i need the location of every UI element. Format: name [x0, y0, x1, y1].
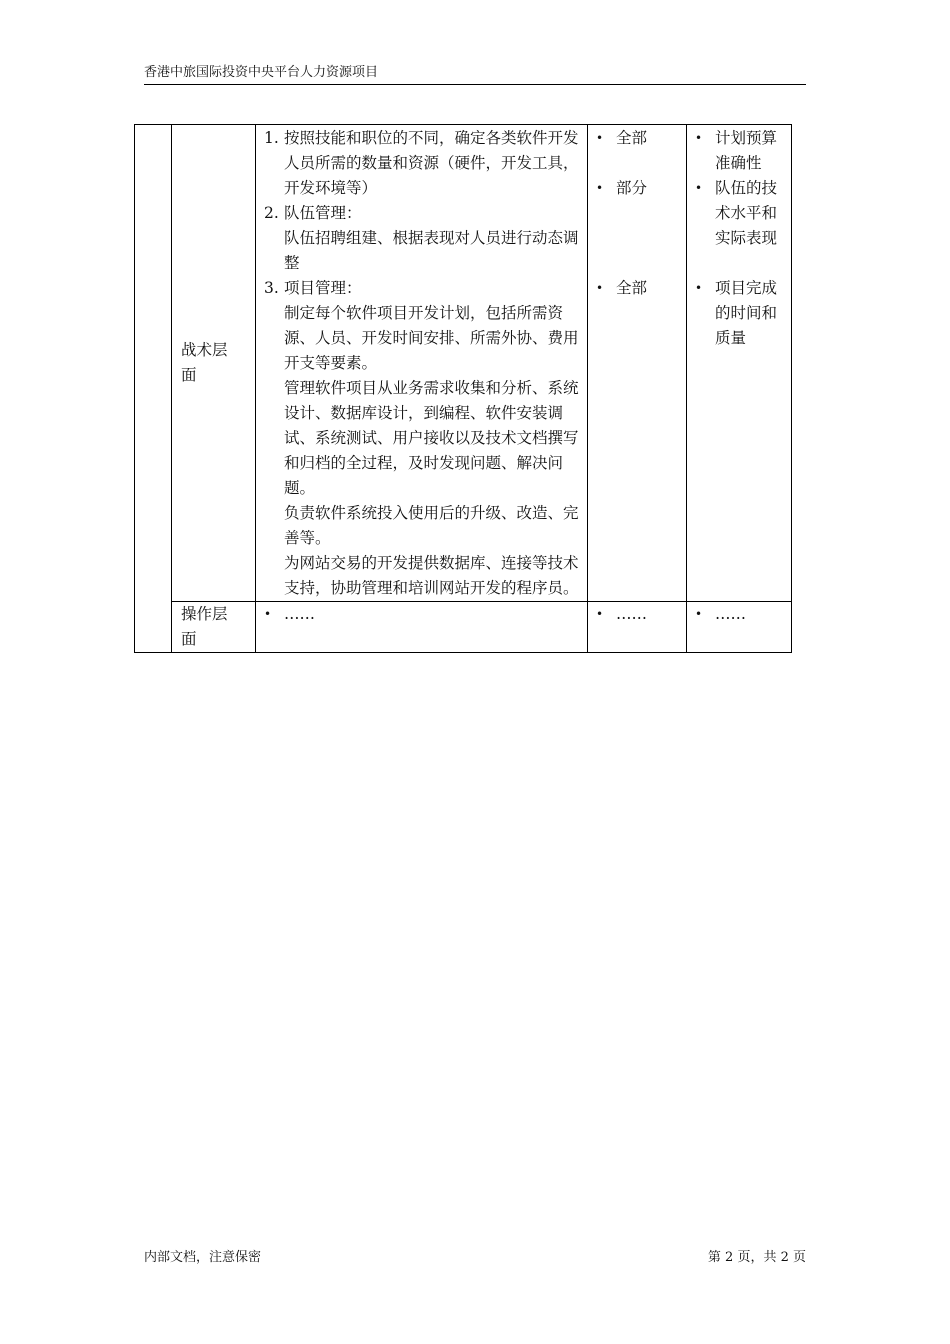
measure-item: [695, 176, 787, 251]
task-item-2: [264, 201, 581, 276]
operational-measure-text: ……: [715, 605, 746, 623]
measure-item: [695, 126, 787, 176]
measure-text: 队伍的技术水平和实际表现: [715, 179, 778, 247]
bullet-icon: •: [695, 181, 703, 195]
scope-item: [596, 276, 682, 301]
tactical-label-cell: [172, 125, 256, 602]
scope-text: 全部: [616, 279, 648, 297]
task-number: 1.: [264, 129, 279, 147]
tactical-tasks-cell: [256, 125, 588, 602]
operational-scope-text: ……: [616, 605, 647, 623]
footer-page-number: 第 2 页，共 2 页: [707, 1250, 806, 1265]
footer-confidential: 内部文档，注意保密: [144, 1250, 262, 1265]
task-item-1: [264, 126, 581, 201]
bullet-icon: •: [264, 607, 272, 621]
responsibility-table: [134, 124, 792, 653]
scope-text: 全部: [616, 129, 648, 147]
task-paragraph: 制定每个软件项目开发计划，包括所需资源、人员、开发时间安排、所需外协、费用开支等要素。: [284, 304, 579, 372]
tactical-measures-cell: [687, 125, 792, 602]
scope-item: [596, 176, 682, 201]
measure-text: 计划预算准确性: [715, 129, 778, 172]
operational-scope-cell: [588, 602, 687, 653]
task-title: 按照技能和职位的不同，确定各类软件开发人员所需的数量和资源（硬件，开发工具，开发环境等）: [284, 129, 579, 197]
operational-label-cell: [172, 602, 256, 653]
tactical-label: 战术层面: [181, 341, 228, 384]
measure-text: 项目完成的时间和质量: [715, 279, 778, 347]
bullet-icon: •: [695, 131, 703, 145]
header-title: 香港中旅国际投资中央平台人力资源项目: [144, 65, 379, 80]
measure-item: [695, 276, 787, 351]
task-paragraph: 队伍招聘组建、根据表现对人员进行动态调整: [284, 229, 579, 272]
tactical-row: [135, 125, 792, 602]
operational-row: [135, 602, 792, 653]
task-paragraph: 负责软件系统投入使用后的升级、改造、完善等。: [284, 504, 579, 547]
bullet-icon: •: [596, 281, 604, 295]
task-paragraph: 管理软件项目从业务需求收集和分析、系统设计、数据库设计，到编程、软件安装调试、系统测试、用户接收以及技术文档撰写和归档的全过程，及时发现问题、解决问题。: [284, 379, 579, 497]
task-paragraph: 为网站交易的开发提供数据库、连接等技术支持，协助管理和培训网站开发的程序员。: [284, 554, 579, 597]
bullet-icon: •: [695, 607, 703, 621]
operational-task-text: ……: [284, 605, 315, 623]
bullet-icon: •: [596, 181, 604, 195]
blank-category-cell: [135, 125, 172, 653]
tactical-scope-cell: [588, 125, 687, 602]
task-title: 项目管理：: [284, 279, 362, 297]
operational-label: 操作层面: [181, 605, 228, 648]
bullet-icon: •: [596, 131, 604, 145]
operational-measure-cell: [687, 602, 792, 653]
operational-task-cell: [256, 602, 588, 653]
task-title: 队伍管理：: [284, 204, 362, 222]
bullet-icon: •: [695, 281, 703, 295]
task-number: 2.: [264, 204, 279, 222]
task-item-3: [264, 276, 581, 601]
page-header: [144, 64, 806, 85]
scope-text: 部分: [616, 179, 648, 197]
task-number: 3.: [264, 279, 279, 297]
bullet-icon: •: [596, 607, 604, 621]
scope-item: [596, 126, 682, 151]
